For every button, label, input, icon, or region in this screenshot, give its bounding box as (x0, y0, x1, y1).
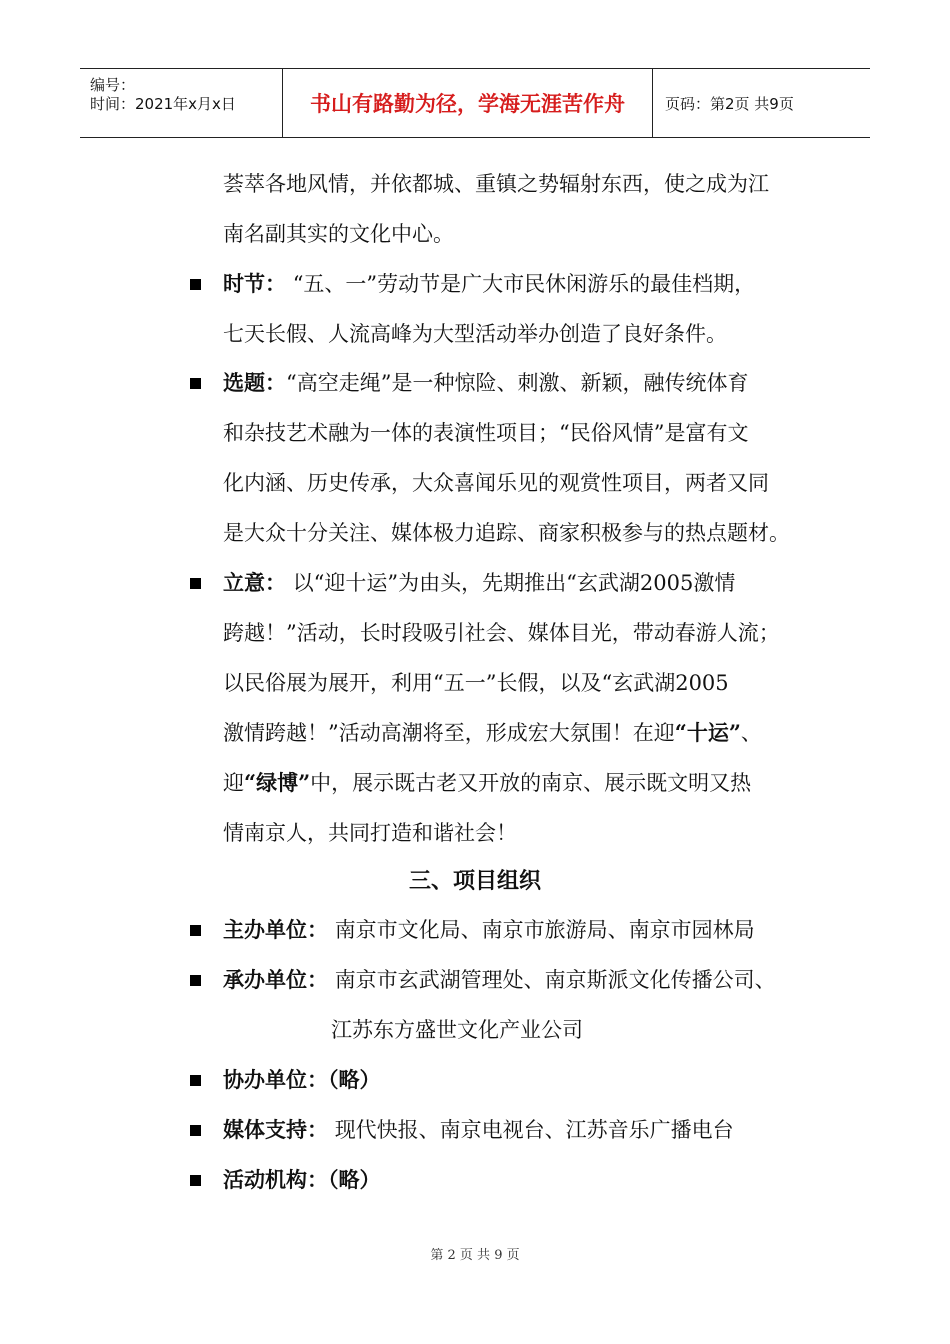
host-value: 南京市文化局、南京市旅游局、南京市园林局 (334, 918, 755, 942)
purpose-line-1: 立意： 以“迎十运”为由头，先期推出“玄武湖2005激情 (223, 570, 736, 595)
agency-value: （略） (328, 1167, 381, 1192)
bullet-icon (190, 378, 201, 389)
purpose-line-6: 情南京人，共同打造和谐社会！ (223, 821, 517, 845)
purpose-text: 中，展示既古老又开放的南京、展示既文明又热 (310, 771, 752, 795)
bullet-icon (190, 925, 201, 936)
topic-text: “高空走绳”是一种惊险、刺激、新颖，融传统体育 (286, 371, 749, 395)
bullet-icon (190, 1075, 201, 1086)
intro-line-2: 南名副其实的文化中心。 (223, 222, 454, 246)
purpose-line-5 (223, 768, 751, 798)
doc-time-label: 时间：2021年x月x日 (90, 95, 236, 113)
agency-row: 活动机构：（略） (223, 1167, 381, 1192)
topic-line-1: 选题：“高空走绳”是一种惊险、刺激、新颖，融传统体育 (223, 370, 749, 395)
media-label: 媒体支持 (223, 1117, 307, 1142)
purpose-line-2: 跨越！”活动，长时段吸引社会、媒体目光，带动春游人流； (223, 621, 780, 645)
agency-label: 活动机构 (223, 1167, 307, 1192)
header-page-info: 页码：第2页 共9页 (665, 94, 794, 113)
purpose-text: 以“迎十运”为由头，先期推出“玄武湖2005激情 (292, 571, 736, 595)
timing-line-2: 七天长假、人流高峰为大型活动举办创造了良好条件。 (223, 322, 727, 346)
purpose-label: 立意 (223, 570, 265, 595)
section-title: 三、项目组织 (408, 869, 541, 894)
bullet-icon (190, 1175, 201, 1186)
intro-line-1: 荟萃各地风情，并依都城、重镇之势辐射东西，使之成为江 (223, 172, 769, 196)
purpose-text: 迎 (223, 771, 244, 795)
topic-line-3: 化内涵、历史传承，大众喜闻乐见的观赏性项目，两者又同 (223, 471, 769, 495)
topic-line-4: 是大众十分关注、媒体极力追踪、商家积极参与的热点题材。 (223, 521, 790, 545)
host-row: 主办单位： 南京市文化局、南京市旅游局、南京市园林局 (223, 917, 755, 942)
page-header (80, 68, 870, 138)
topic-label: 选题 (223, 370, 265, 395)
media-value: 现代快报、南京电视台、江苏音乐广播电台 (334, 1118, 734, 1142)
page-footer: 第 2 页 共 9 页 (430, 1248, 520, 1263)
purpose-emphasis: “绿博” (244, 770, 311, 795)
timing-line-1: 时节： “五、一”劳动节是广大市民休闲游乐的最佳档期， (223, 271, 756, 296)
purpose-text: 、 (740, 721, 762, 745)
organizer-value-2: 江苏东方盛世文化产业公司 (331, 1018, 583, 1042)
bullet-icon (190, 1125, 201, 1136)
bullet-icon (190, 279, 201, 290)
purpose-line-4 (223, 718, 762, 748)
purpose-line-3: 以民俗展为展开，利用“五一”长假，以及“玄武湖2005 (223, 671, 729, 695)
purpose-text: 激情跨越！”活动高潮将至，形成宏大氛围！在迎 (223, 721, 675, 745)
purpose-emphasis: “十运” (674, 720, 741, 745)
topic-line-2: 和杂技艺术融为一体的表演性项目；“民俗风情”是富有文 (223, 421, 749, 445)
co-row: 协办单位：（略） (223, 1067, 381, 1092)
organizer-value: 南京市玄武湖管理处、南京斯派文化传播公司、 (334, 968, 776, 992)
bullet-icon (190, 975, 201, 986)
organizer-row: 承办单位： 南京市玄武湖管理处、南京斯派文化传播公司、 (223, 967, 776, 992)
media-row: 媒体支持： 现代快报、南京电视台、江苏音乐广播电台 (223, 1117, 734, 1142)
header-meta (80, 69, 282, 137)
host-label: 主办单位 (223, 917, 307, 942)
co-label: 协办单位 (223, 1067, 307, 1092)
organizer-label: 承办单位 (223, 967, 307, 992)
timing-text: “五、一”劳动节是广大市民休闲游乐的最佳档期， (292, 272, 756, 296)
header-divider (652, 69, 653, 137)
bullet-icon (190, 578, 201, 589)
co-value: （略） (328, 1067, 381, 1092)
timing-label: 时节 (223, 271, 265, 296)
doc-number-label: 编号： (90, 76, 136, 94)
header-motto: 书山有路勤为径，学海无涯苦作舟 (310, 92, 625, 116)
